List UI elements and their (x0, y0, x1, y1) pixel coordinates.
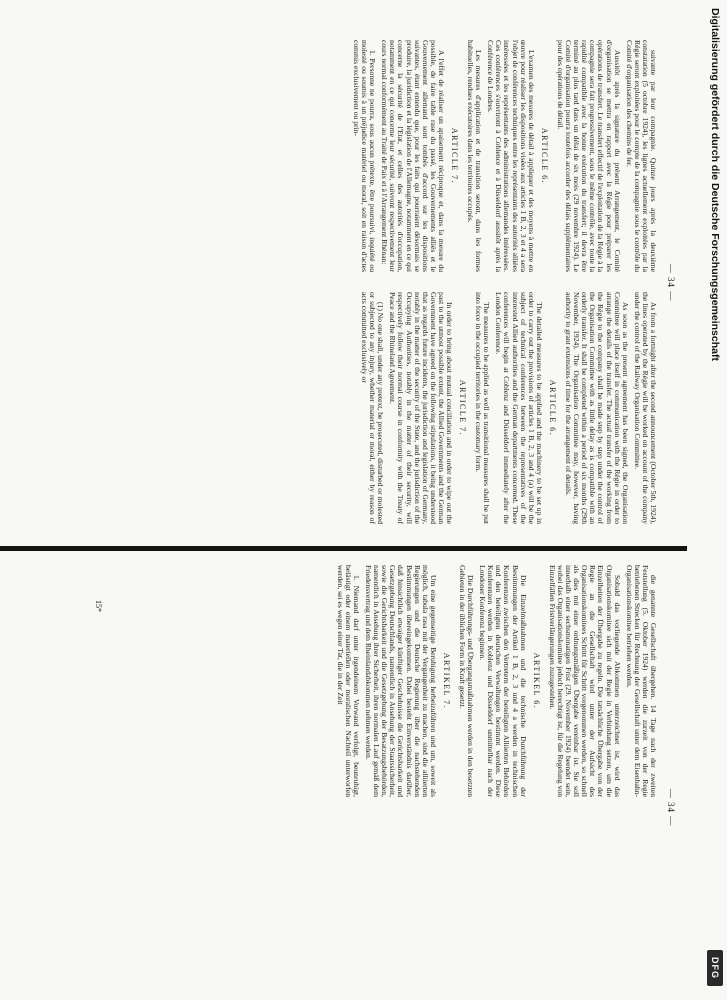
signature-mark: 15* (94, 600, 103, 612)
page-number-header: — 34 — (666, 263, 676, 302)
article-heading: ARTICLE 6. (539, 127, 549, 185)
article-heading: ARTICLE 7. (450, 127, 460, 185)
paragraph: L'examen des mesures de détail à appliquer et des moyens à mettre en œuvre pour réaliser les dispositions visées aux articles 1 B, 2, 3 et 4 a sera l'objet de conférences techniques entre les représentants des autorités alliées intéressées et les représentants des administrations allemandes intéressées. Ces conférences s'ouvriront à Coblence et à Düsseldorf aussitôt après la Conférence de Londres. (486, 40, 536, 272)
paragraph: 1. Personne ne pourra, sous aucun prétexte, être poursuivi, inquiété ou molesté ou soumis à un préjudice matériel ou moral, soit en raison d'actes commis exclusivement ou prin- (352, 40, 378, 272)
paragraph: Um eine gegenseitige Beruhigung herbeizuführen und um, soweit als möglich, tabula rasa mit der Vergangenheit zu machen, sind die alliierten Regierungen und die Deutsche Regierung über die nachstehenden Bestimmungen übereingekommen. Dabei besteht Einverständnis darüber, daß hinsichtlich etwaiger künftiger Geschehnisse die Gerichtsbarkeit und Gesetzgebung Deutschlands, namentlich in Ansehung der Staatssicherheit, sowie die Gerichtsbarkeit und die Gesetzgebung der Besatzungsbehörden, namentlich in Ansehung ihrer Sicherheit, ihren normalen Lauf gemäß dem Friedensvertrag und dem Rheinlandabkommen nehmen werden. (364, 565, 438, 797)
paragraph: In order to bring about mutual conciliation and in order to wipe out the past to the utmost possible extent, the Allied Governments and the German Government have agreed on the following stipulations, it being understood that as regards future incidents, the jurisdiction and legislation of Germany, notably in the matter of the security of the State, and the jurisdiction of the Occupying Authorities, notably in the matter of their security, will respectively follow their normal course in conformity with the Treaty of Peace and the Rhineland Agreement. (388, 292, 455, 524)
paragraph: The detailed measures to be applied and the machinery to be set up in order to carry out the provisions of articles 1 B, 2, 3 and 4 (a) will be the subject of technical conferences between the representatives of the interested Allied authorities and the German departments concerned. These conferences will begin at Coblenz and Düsseldorf immediately after the London Conference. (494, 292, 544, 524)
paragraph: die genannte Gesellschaft übergehen. 14 Tage nach der zweiten Feststellung (5. Oktober 1924) werden die zurzeit von der Regie betriebenen Strecken für Rechnung der Gesellschaft unter dem Eisenbahn-Organisationskomitee betrieben werden. (624, 565, 658, 797)
paragraph: Les mesures d'application et de transition seront, dans les formes habituelles, rendues exécutoires dans les territoires occupés. (466, 40, 484, 272)
page-divider-bar (0, 546, 687, 551)
article-heading: ARTICLE 6. (547, 379, 557, 437)
article-heading: ARTICLE 7. (458, 379, 468, 437)
paragraph: Die Einzelmaßnahmen und die technische Durchführung der Bestimmungen der Artikel 1 B, 2, 3 und 4 a werden in technischen Konferenzen zwischen den Vertretern der beteiligten Alliierten Behörden und den beteiligten deutschen Verwaltungen bestimmt werden. Diese Konferenzen werden in Koblenz und Düsseldorf unmittelbar nach der Londoner Konferenz beginnen. (478, 565, 528, 797)
credit-strip (703, 0, 727, 1000)
page-34-french-english (39, 40, 679, 525)
paragraph: Sobald das vorliegende Abkommen unterzeichnet ist, wird das Organisationskomitee sich mit der Regie in Verbindung setzen, um die Einzelheiten der Übergabe zu regeln. Die tatsächliche Übergabe von der Regie an die Gesellschaft wird unter der Aufsicht des Organisationskomitees Schritt für Schritt vorgenommen werden, so schnell als dies mit einer ordnungsmäßigen Übergabe vereinbar ist. Sie soll innerhalb einer sechsmonatigen Frist (29. November 1924) beendet sein, wobei das Organisationskomitee jedoch berechtigt ist, für die Regelung von Einzelfällen Fristverlängerungen zuzugestehen. (547, 565, 622, 797)
paragraph: 1. Niemand darf unter irgendeinem Vorwand verfolgt, beunruhigt, belästigt oder einem materiellen oder moralischen Nachteil unterworfen werden, sei es wegen einer Tat, die in der Zeit (335, 565, 361, 797)
english-column (356, 292, 657, 524)
paragraph: suivante par leur compagnie. Quinze jours après la deuxième constatation (5 octobre 1924), les lignes actuellement exploitées par la Régie seront exploitées pour le compte de la compagnie sous le contrôle du Comité d'organisation des chemins de fer. (624, 40, 658, 272)
article-heading: ARTIKEL 6. (531, 652, 541, 710)
paragraph: As soon as the present agreement has been signed, the Organisation Committee will place itself in communication with the Régie in order to arrange the details of the transfer. The actual transfer of the working from the Régie to the company shall be made step by step under the control of the Organisation Committee with as little delay as is compatible with an orderly transfer. It shall be completed within a period of six months (29th November, 1924). The Organisation Committee may, however, having authority to grant extensions of time for the arrangement of details. (564, 292, 630, 524)
paragraph: Aussitôt après la signature du présent Arrangement, le Comité d'organisation se mettra en rapport avec la Régie pour préparer les opérations de transfert. Le transfert effectif de l'exploitation de la Régie à la compagnie sera fait progressivement, sous le même contrôle, avec toute la rapidité compatible avec la bonne exécution du transfert; il devra être terminé au plus tard dans un délai de six mois (29 novembre 1924). Le Comité d'organisation pourra toutefois accorder des délais supplémentaires pour des opérations de détail. (555, 40, 622, 272)
paragraph: (1) No one shall, under any pretext, be prosecuted, disturbed or molested or subjected to any injury, whether material or moral, either by reason of acts committed exclusively or (360, 292, 386, 524)
french-column (348, 40, 657, 272)
dfg-logo-icon: DFG (707, 950, 723, 986)
paragraph: A l'effet de réaliser un apaisement réciproque et, dans la mesure du possible, de faire table rase du passé, les Gouvernements alliés et le Gouvernement allemand sont tombés d'accord sur les dispositions suivantes, étant entendu que, pour les faits qui pourraient désormais se produire, la juridiction et la législation de l'Allemagne, notamment en ce qui concerne la sécurité de l'Etat, et celles des autorités d'occupation, notamment en ce qui concerne leur sécurité, suivront respectivement leur cours normal conformément au Traité de Paix et à l'Arrangement Rhénan: (380, 40, 446, 272)
paragraph: Die Durchführungs- und Übergangsmaßnahmen werden in den besetzten Gebieten in der üblichen Form in Kraft gesetzt. (458, 565, 476, 797)
credit-text: Digitalisierung gefördert durch die Deutsche Forschungsgemeinschaft (709, 8, 721, 361)
german-column (332, 565, 657, 797)
page-34-german (39, 565, 679, 1000)
page-number-header: — 34 — (666, 788, 676, 827)
paragraph: The measures to be applied as well as transitional measures shall be put into force in the occupied territories in the customary form. (474, 292, 492, 524)
article-heading: ARTIKEL 7. (441, 652, 451, 710)
paragraph: As from a fortnight after the second announcement (October 5th, 1924), the lines operated by the Régie will be worked on account of the company under the control of the Railway Organisation Committee. (632, 292, 658, 524)
